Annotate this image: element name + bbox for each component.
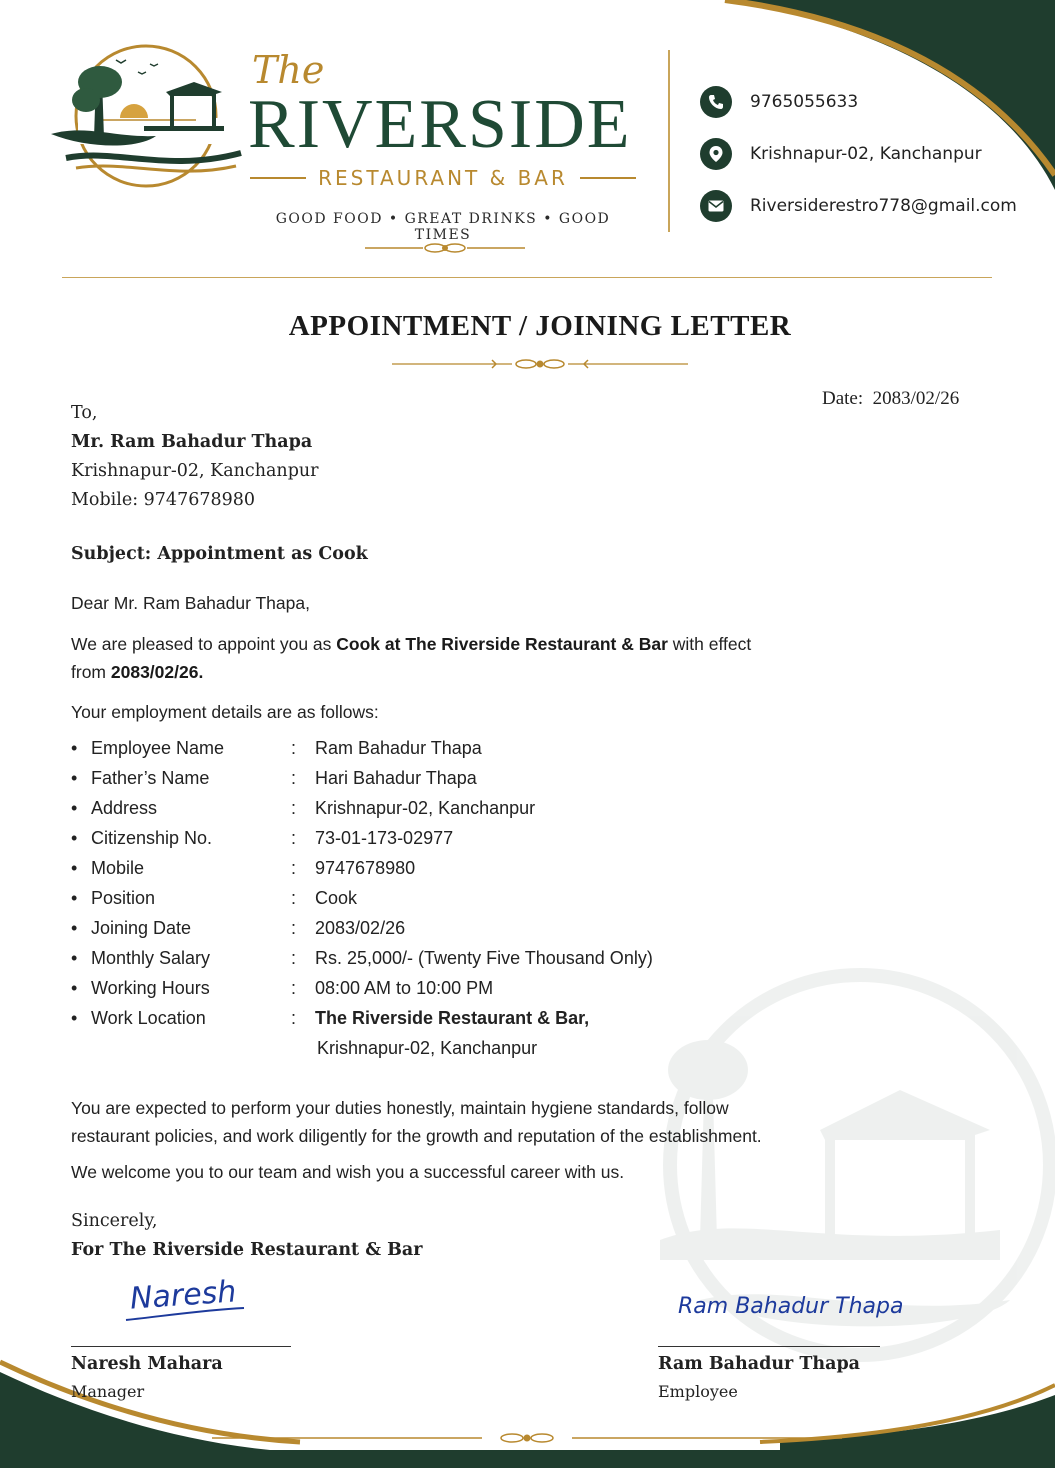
- recipient-mobile: Mobile: 9747678980: [71, 490, 256, 510]
- letter-title: APPOINTMENT / JOINING LETTER: [288, 310, 792, 342]
- phone-icon: [700, 86, 732, 118]
- employee-signature: Ram Bahadur Thapa: [678, 1294, 904, 1319]
- brand-tagline: GOOD FOOD • GREAT DRINKS • GOOD TIMES: [275, 211, 611, 243]
- employee-name: Ram Bahadur Thapa: [658, 1354, 861, 1374]
- manager-role: Manager: [71, 1382, 145, 1401]
- brand-subtitle: RESTAURANT & BAR: [250, 166, 636, 190]
- letter-date: Date: 2083/02/26: [822, 388, 960, 409]
- to-label: To,: [71, 403, 98, 423]
- recipient-name: Mr. Ram Bahadur Thapa: [71, 432, 313, 452]
- salutation: Dear Mr. Ram Bahadur Thapa,: [71, 593, 310, 613]
- manager-name: Naresh Mahara: [71, 1354, 223, 1374]
- brand-name: RIVERSIDE: [248, 86, 632, 163]
- duties-paragraph: You are expected to perform your duties honestly, maintain hygiene standards, follow restaurant policies, and work diligently for the growth and reputation of the establishment.: [71, 1098, 762, 1146]
- recipient-address: Krishnapur-02, Kanchanpur: [71, 461, 319, 481]
- employee-signature-line: [658, 1346, 880, 1347]
- contact-address: Krishnapur-02, Kanchanpur: [700, 138, 982, 170]
- footer-ornament: [212, 1430, 842, 1446]
- logo-emblem: [46, 38, 246, 188]
- closing-org: For The Riverside Restaurant & Bar: [71, 1240, 423, 1260]
- intro-paragraph: We are pleased to appoint you as Cook at The Riverside Restaurant & Bar with effect from 2083/02/26.: [71, 634, 752, 682]
- signature-underline: [124, 1304, 248, 1324]
- header-ornament: [365, 240, 525, 256]
- employee-role: Employee: [658, 1382, 738, 1401]
- welcome-paragraph: We welcome you to our team and wish you a successful career with us.: [71, 1162, 625, 1182]
- contact-email: Riversiderestro778@gmail.com: [700, 190, 1017, 222]
- contact-phone: 9765055633: [700, 86, 858, 118]
- closing: Sincerely,: [71, 1211, 158, 1231]
- manager-signature: Naresh: [128, 1274, 238, 1317]
- header-divider: [668, 50, 670, 232]
- mail-icon: [700, 190, 732, 222]
- header-rule: [62, 277, 992, 278]
- letter-subject: Subject: Appointment as Cook: [71, 544, 368, 564]
- manager-signature-line: [71, 1346, 291, 1347]
- details-intro: Your employment details are as follows:: [71, 702, 379, 722]
- brand-the: The: [252, 48, 325, 92]
- location-icon: [700, 138, 732, 170]
- title-ornament: [392, 356, 688, 372]
